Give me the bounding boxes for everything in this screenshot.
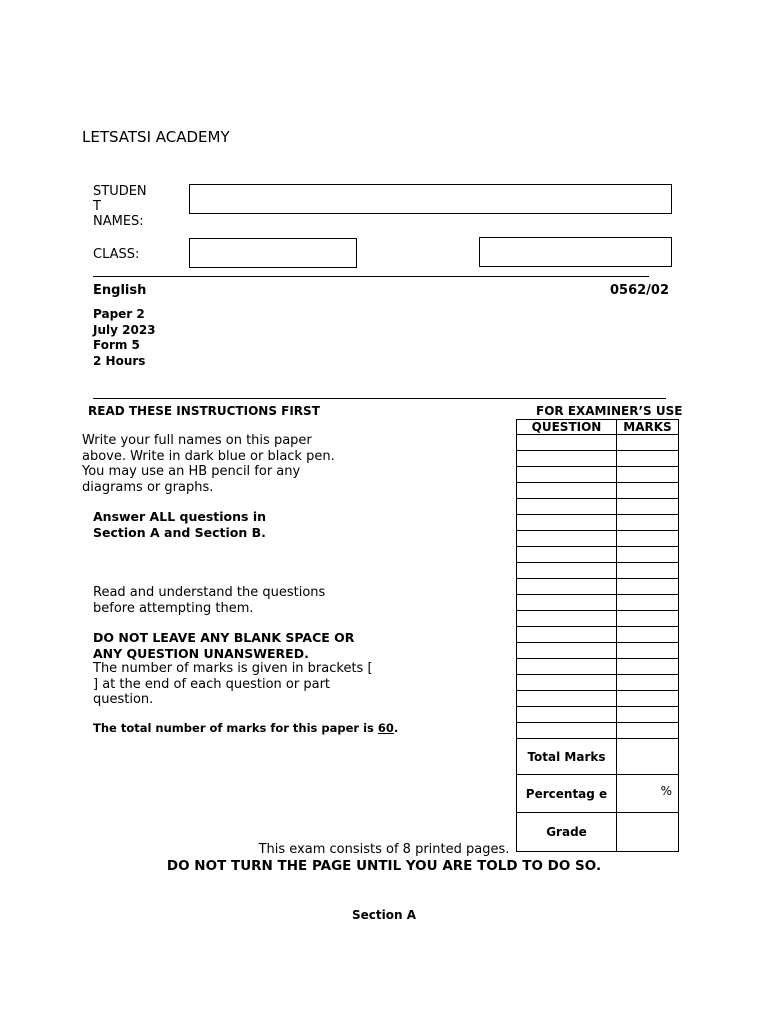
extra-field[interactable] xyxy=(479,237,672,267)
question-cell[interactable] xyxy=(517,723,617,739)
total-marks-note: The total number of marks for this paper is 60. xyxy=(93,721,399,735)
question-cell[interactable] xyxy=(517,611,617,627)
question-cell[interactable] xyxy=(517,691,617,707)
marks-cell[interactable] xyxy=(617,467,679,483)
marks-cell[interactable] xyxy=(617,435,679,451)
section-heading: Section A xyxy=(352,908,416,922)
table-row xyxy=(517,563,679,579)
question-cell[interactable] xyxy=(517,483,617,499)
table-row xyxy=(517,675,679,691)
marks-cell[interactable] xyxy=(617,531,679,547)
class-label: CLASS: xyxy=(93,247,140,262)
table-row xyxy=(517,611,679,627)
instructions-para-2: Answer ALL questions in Section A and Section B. xyxy=(93,509,266,540)
question-cell[interactable] xyxy=(517,499,617,515)
marks-cell[interactable] xyxy=(617,483,679,499)
marks-cell[interactable] xyxy=(617,707,679,723)
grade-label: Grade xyxy=(517,813,617,852)
instructions-marks-note: The number of marks is given in brackets [ ] at the end of each question or part question. xyxy=(93,661,373,707)
question-cell[interactable] xyxy=(517,547,617,563)
marks-cell[interactable] xyxy=(617,611,679,627)
marks-cell[interactable] xyxy=(617,563,679,579)
class-field[interactable] xyxy=(189,238,357,268)
percentage-label: Percentag e xyxy=(517,775,617,813)
paper-duration: 2 Hours xyxy=(93,353,146,368)
question-cell[interactable] xyxy=(517,515,617,531)
table-row xyxy=(517,499,679,515)
marks-cell[interactable] xyxy=(617,627,679,643)
table-row xyxy=(517,531,679,547)
question-cell[interactable] xyxy=(517,563,617,579)
instructions-divider xyxy=(93,398,666,399)
marks-cell[interactable] xyxy=(617,547,679,563)
marks-cell[interactable] xyxy=(617,691,679,707)
subject: English xyxy=(93,283,147,298)
total-marks-label: Total Marks xyxy=(517,739,617,775)
paper-date: July 2023 xyxy=(93,322,156,337)
instructions-para-1: Write your full names on this paper above. Write in dark blue or black pen. You may use an HB pencil for any diagrams or graphs. xyxy=(82,433,335,495)
question-cell[interactable] xyxy=(517,707,617,723)
paper-code: 0562/02 xyxy=(610,283,670,298)
student-names-field[interactable] xyxy=(189,184,672,214)
marks-cell[interactable] xyxy=(617,515,679,531)
table-row xyxy=(517,659,679,675)
question-cell[interactable] xyxy=(517,435,617,451)
instructions-para-4 xyxy=(93,630,373,708)
paper-form: Form 5 xyxy=(93,338,140,352)
table-row xyxy=(517,435,679,451)
table-row xyxy=(517,467,679,483)
examiner-heading: FOR EXAMINER’S USE xyxy=(536,404,683,418)
table-row xyxy=(517,515,679,531)
instructions-heading: READ THESE INSTRUCTIONS FIRST xyxy=(88,404,320,418)
table-row xyxy=(517,451,679,467)
total-marks-value: 60 xyxy=(377,721,394,735)
question-cell[interactable] xyxy=(517,627,617,643)
examiner-rows xyxy=(517,435,679,739)
question-cell[interactable] xyxy=(517,579,617,595)
student-names-label: STUDEN T NAMES: xyxy=(93,184,147,229)
question-cell[interactable] xyxy=(517,451,617,467)
paper-info xyxy=(93,307,156,369)
question-cell[interactable] xyxy=(517,531,617,547)
table-row xyxy=(517,691,679,707)
marks-cell[interactable] xyxy=(617,499,679,515)
marks-cell[interactable] xyxy=(617,659,679,675)
table-row xyxy=(517,595,679,611)
table-row xyxy=(517,547,679,563)
table-row xyxy=(517,723,679,739)
instructions-warning: DO NOT LEAVE ANY BLANK SPACE OR ANY QUESTION UNANSWERED. xyxy=(93,630,355,661)
header-divider xyxy=(93,276,649,277)
question-cell[interactable] xyxy=(517,467,617,483)
examiner-table xyxy=(516,419,679,852)
question-cell[interactable] xyxy=(517,659,617,675)
question-column-header: QUESTION xyxy=(517,420,617,435)
table-row xyxy=(517,579,679,595)
table-row xyxy=(517,627,679,643)
table-row xyxy=(517,643,679,659)
paper-number: Paper 2 xyxy=(93,307,145,321)
pages-note: This exam consists of 8 printed pages. xyxy=(258,842,510,857)
question-cell[interactable] xyxy=(517,643,617,659)
marks-cell[interactable] xyxy=(617,451,679,467)
marks-cell[interactable] xyxy=(617,643,679,659)
table-row xyxy=(517,707,679,723)
marks-cell[interactable] xyxy=(617,579,679,595)
total-marks-cell[interactable] xyxy=(617,739,679,775)
turn-page-warning: DO NOT TURN THE PAGE UNTIL YOU ARE TOLD TO DO SO. xyxy=(166,858,602,874)
table-row xyxy=(517,483,679,499)
instructions-para-3: Read and understand the questions before attempting them. xyxy=(93,585,326,616)
percentage-cell[interactable]: % xyxy=(617,775,679,813)
marks-column-header: MARKS xyxy=(617,420,679,435)
question-cell[interactable] xyxy=(517,675,617,691)
marks-cell[interactable] xyxy=(617,595,679,611)
marks-cell[interactable] xyxy=(617,723,679,739)
question-cell[interactable] xyxy=(517,595,617,611)
school-name: LETSATSI ACADEMY xyxy=(82,128,230,146)
marks-cell[interactable] xyxy=(617,675,679,691)
